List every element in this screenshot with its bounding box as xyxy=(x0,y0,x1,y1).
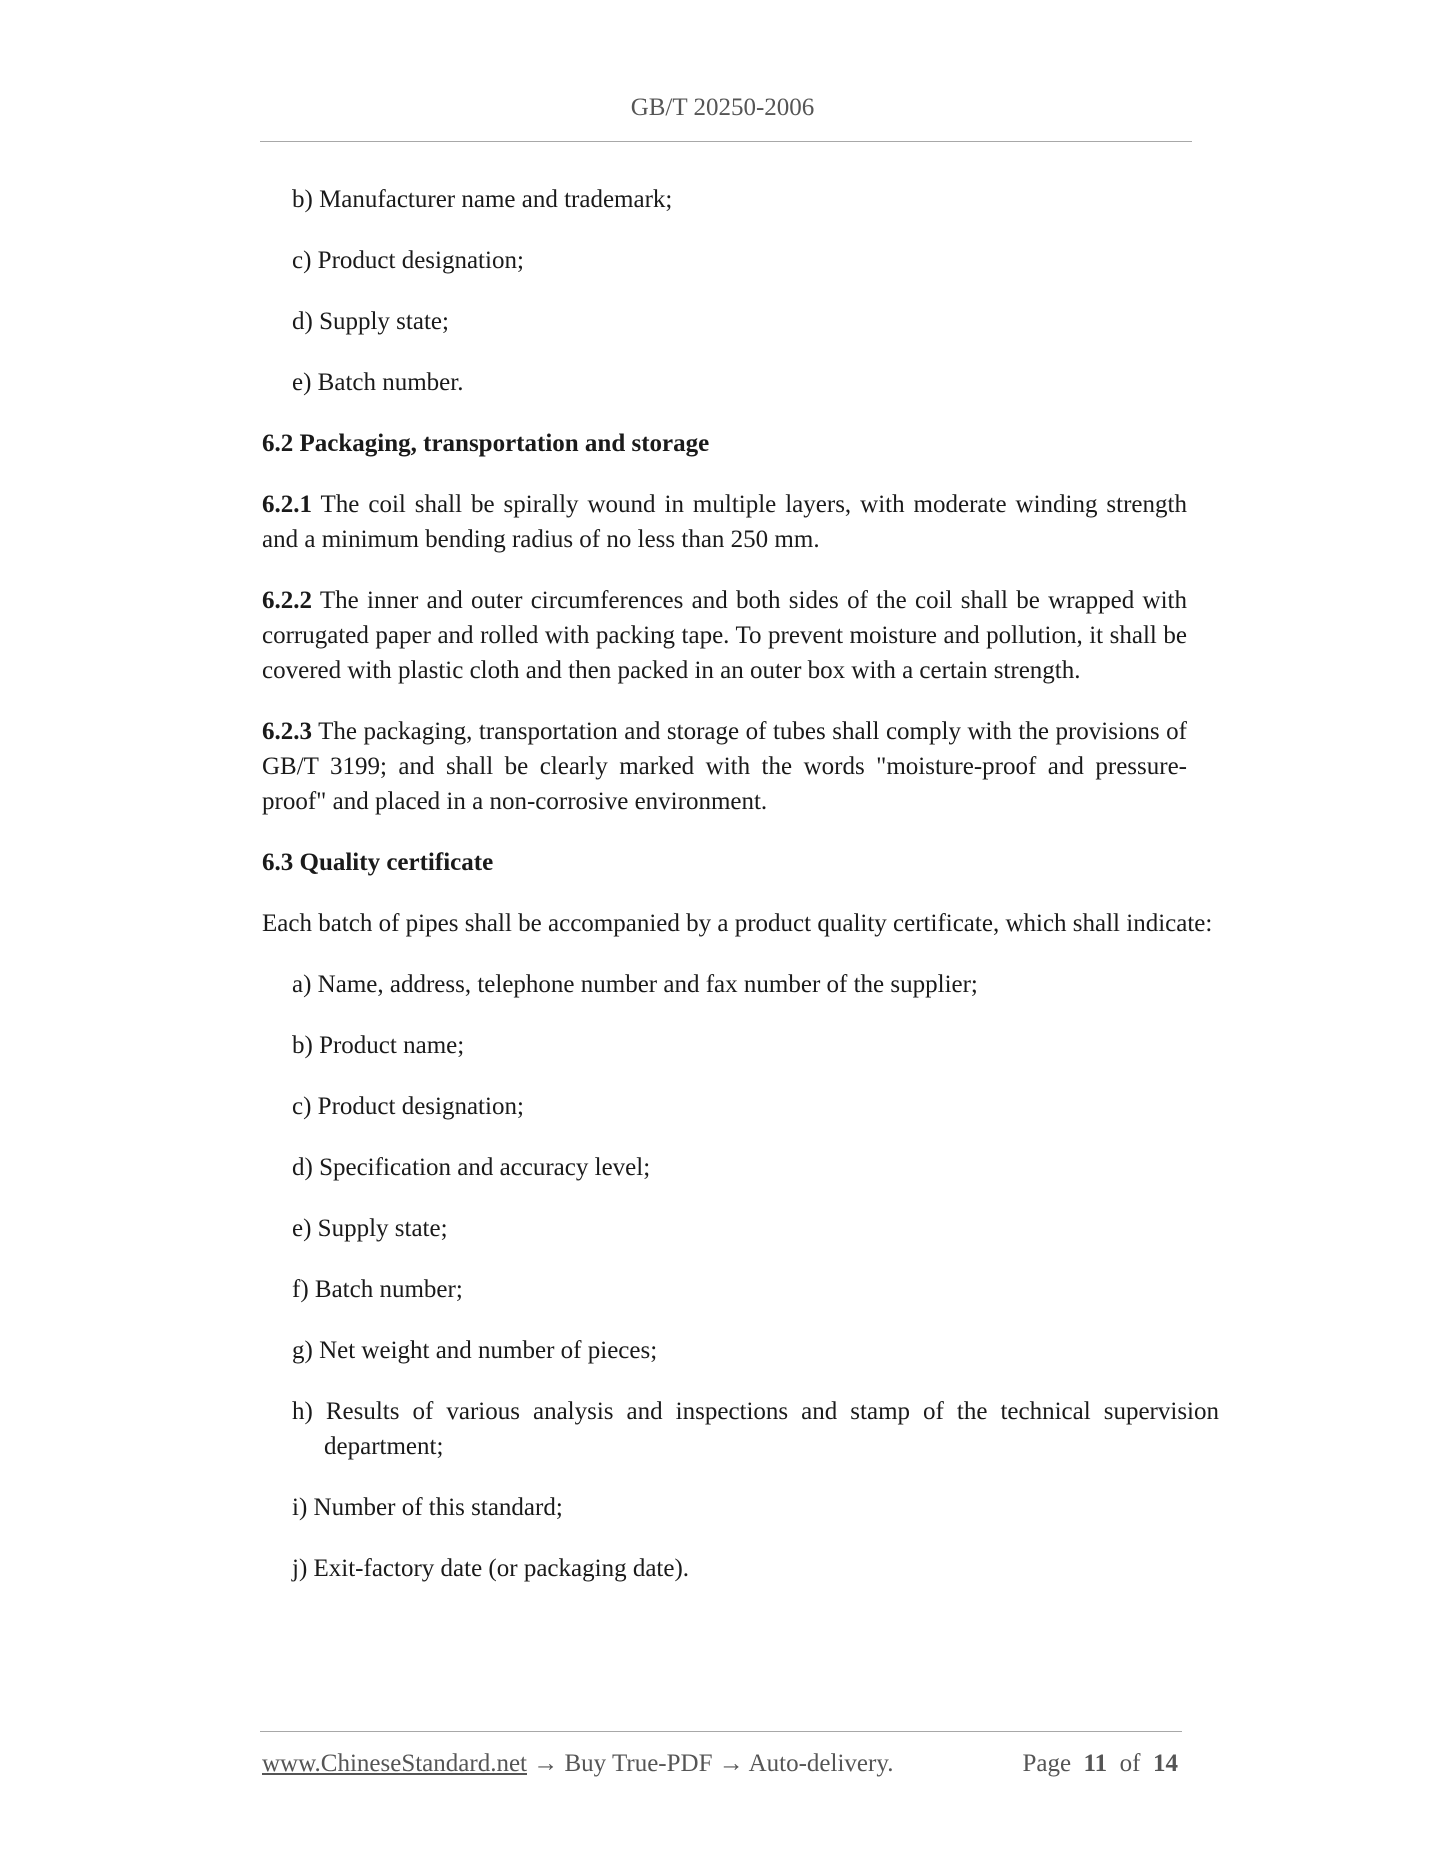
footer-divider xyxy=(260,1731,1182,1732)
website-link[interactable]: www.ChineseStandard.net xyxy=(262,1750,527,1777)
page-number: 11 xyxy=(1083,1750,1108,1777)
clause-text: The packaging, transportation and storage of tubes shall comply with the provisions of GB/T 3199; and shall be clearly marked with the words "moisture-proof and pressure-proof" and placed in a non-corrosive environment. xyxy=(262,718,1187,815)
paragraph-6-2-1 xyxy=(262,487,1187,557)
auto-delivery-text: Auto-delivery. xyxy=(748,1750,894,1777)
page-indicator xyxy=(1022,1750,1178,1778)
list-item: a) Name, address, telephone number and fax number of the supplier; xyxy=(292,971,978,998)
paragraph-6-3-intro: Each batch of pipes shall be accompanied by a product quality certificate, which shall indicate: xyxy=(262,910,1213,937)
section-heading-6-3: 6.3 Quality certificate xyxy=(262,849,494,876)
paragraph-6-2-2 xyxy=(262,583,1187,688)
page-header-title: GB/T 20250-2006 xyxy=(630,94,815,121)
buy-true-pdf-text: Buy True-PDF xyxy=(564,1750,713,1777)
list-item: e) Batch number. xyxy=(292,369,464,396)
list-item: c) Product designation; xyxy=(292,1093,524,1120)
list-item: f) Batch number; xyxy=(292,1276,463,1303)
paragraph-6-2-3 xyxy=(262,714,1187,819)
clause-number: 6.2.1 xyxy=(262,491,312,518)
list-item: d) Specification and accuracy level; xyxy=(292,1154,651,1181)
list-item: d) Supply state; xyxy=(292,308,449,335)
list-item: b) Product name; xyxy=(292,1032,465,1059)
page-footer xyxy=(262,1750,1182,1778)
list-item: e) Supply state; xyxy=(292,1215,448,1242)
arrow-right-icon: → xyxy=(718,1750,744,1777)
section-heading-6-2: 6.2 Packaging, transportation and storage xyxy=(262,430,710,457)
list-item: c) Product designation; xyxy=(292,247,524,274)
page-label: Page xyxy=(1022,1750,1072,1777)
list-item: j) Exit-factory date (or packaging date). xyxy=(292,1555,690,1582)
clause-text: The inner and outer circumferences and both sides of the coil shall be wrapped with corrugated paper and rolled with packing tape. To prevent moisture and pollution, it shall be covered with plastic cloth and then packed in an outer box with a certain strength. xyxy=(262,587,1187,684)
clause-number: 6.2.2 xyxy=(262,587,312,614)
list-item: b) Manufacturer name and trademark; xyxy=(292,186,673,213)
clause-number: 6.2.3 xyxy=(262,718,312,745)
list-item: h) Results of various analysis and inspections and stamp of the technical supervision department; xyxy=(292,1398,1219,1460)
of-label: of xyxy=(1119,1750,1141,1777)
header-divider xyxy=(260,141,1192,142)
page-total: 14 xyxy=(1153,1750,1178,1777)
list-item: g) Net weight and number of pieces; xyxy=(292,1337,658,1364)
list-item: i) Number of this standard; xyxy=(292,1494,563,1521)
clause-text: The coil shall be spirally wound in multiple layers, with moderate winding strength and a minimum bending radius of no less than 250 mm. xyxy=(262,491,1187,553)
arrow-right-icon: → xyxy=(533,1750,559,1777)
